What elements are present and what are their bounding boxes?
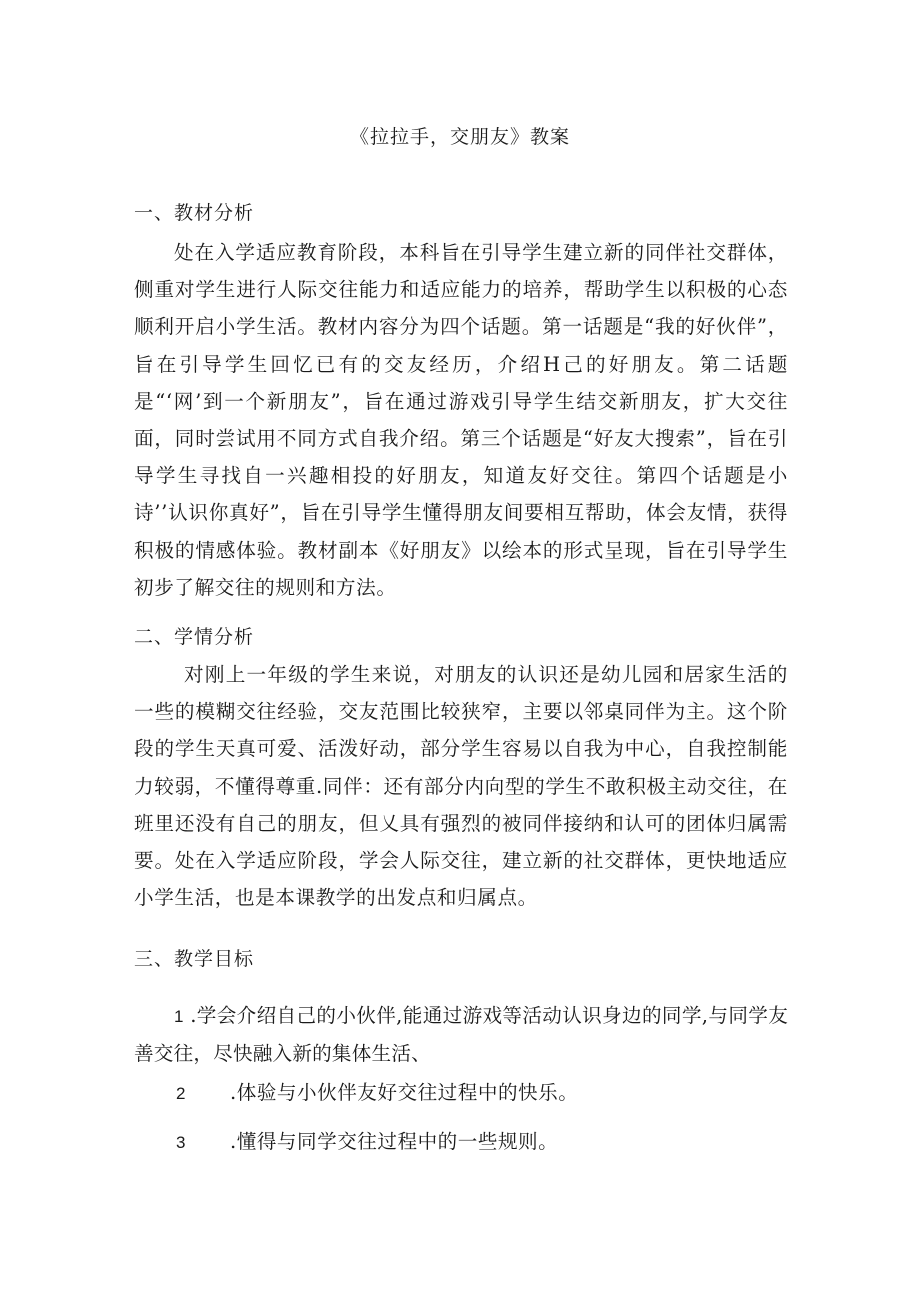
goal-item-1: [134, 997, 788, 1072]
document-title: 《拉拉手，交朋友》教案: [349, 126, 570, 148]
goal-number-2: 2: [176, 1084, 186, 1103]
section-body-student-analysis: 对刚上一年级的学生来说，对朋友的认识还是幼儿园和居家生活的一些的模糊交往经验，交友范围比较狭窄，主要以邻桌同伴为主。这个阶段的学生天真可爱、活泼好动，部分学生容易以自我为中心，自我控制能力较弱，不懂得尊重.同伴：还有部分内向型的学生不敢积极主动交往，在班里还没有自己的朋友，但乂具有强烈的被同伴接纳和认可的团体归属需要。处在入学适应阶段，学会人际交往，建立新的社交群体，更快地适应小学生活，也是本课教学的出发点和归属点。: [134, 663, 788, 910]
goal-item-2: [134, 1080, 788, 1107]
goal-text-1: .学会介绍自己的小伙伴,能通过游戏等活动认识身边的同学,与同学友善交往，尽快融入新的集体生活、: [134, 1004, 788, 1066]
goal-number-3: 3: [176, 1133, 186, 1152]
section-body-textbook-analysis: 处在入学适应教育阶段，本科旨在引导学生建立新的同伴社交群体，侧重对学生进行人际交往能力和适应能力的培养，帮助学生以积极的心态顺利开启小学生活。教材内容分为四个话题。第一话题是“我的好伙伴”，旨在引导学生回忆已有的交友经历，介绍H己的好朋友。第二话题是“‘网’到一个新朋友”，旨在通过游戏引导学生结交新朋友，扩大交往面，同时尝试用不同方式自我介绍。第三个话题是“好友大搜索”，旨在引导学生寻找自一兴趣相投的好朋友，知道友好交往。第四个话题是小诗’’认识你真好”，旨在引导学生懂得朋友间要相互帮助，体会友情，获得积极的情感体验。教材副本《好朋友》以绘本的形式呈现，旨在引导学生初步了解交往的规则和方法。: [134, 241, 788, 599]
goal-text-3: .懂得与同学交往过程中的一些规则。: [230, 1130, 559, 1153]
goal-number-1: 1: [174, 1007, 184, 1026]
section-heading-textbook-analysis: 一、教材分析: [134, 202, 255, 224]
goal-text-2: .体验与小伙伴友好交往过程中的快乐。: [230, 1081, 579, 1104]
section-heading-student-analysis: 二、学情分析: [134, 626, 255, 648]
section-heading-teaching-goals: 三、教学目标: [134, 948, 255, 970]
goal-item-3: [134, 1129, 788, 1156]
